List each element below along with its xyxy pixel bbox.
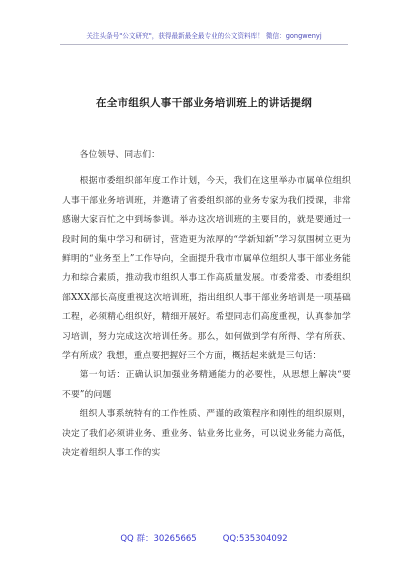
- footer-qq: QQ:535304092: [222, 534, 288, 544]
- document-body: [62, 146, 351, 464]
- header-note: 关注头条号"公文研究"，获得最新最全最专业的公文资料库！ 微信：gongwenyj: [86, 32, 322, 40]
- paragraph-system: 组织人事系统特有的工作性质、严谨的政策程序和刚性的组织原则，决定了我们必须讲业务、重业务、钻业务比业务，可以说业务能力高低，决定着组织人事工作的实: [62, 409, 351, 459]
- paragraph-intro: 根据市委组织部年度工作计划，今天，我们在这里举办市属单位组织人事干部业务培训班，并邀请了省委组织部的业务专家为我们授课，非常感谢大家百忙之中到场参训。举办这次培训班的主要目的，就是要通过一段时间的集中学习和研讨，营造更为浓厚的“学新知新”学习氛围树立更为鲜明的“业务至上”工作导向，全面提升我市市属单位组织人事干部业务能力和综合素质，推动我市组织人事工作高质量发展。市委常委、市委组织部XXX部长高度重视这次培训班，指出组织人事干部业务培训是一项基础工程，必须精心组织好，精细开展好。希望同志们高度重视，认真参加学习培训，努力完成这次培训任务。那么，如何做到学有所得、学有所获、学有所成？我想，重点要把握好三个方面，概括起来就是三句话：: [62, 176, 351, 362]
- salutation: 各位领导、同志们：: [79, 150, 161, 160]
- header-divider: [60, 44, 348, 45]
- paragraph-heading-first: 第一句话：正确认识加强业务精通能力的必要性，从思想上解决“要不要”的问题: [62, 370, 351, 400]
- document-title: 在全市组织人事干部业务培训班上的讲话提纲: [96, 97, 312, 109]
- footer-contact: [0, 532, 408, 544]
- footer-qq-group: QQ 群：30265665: [120, 534, 197, 544]
